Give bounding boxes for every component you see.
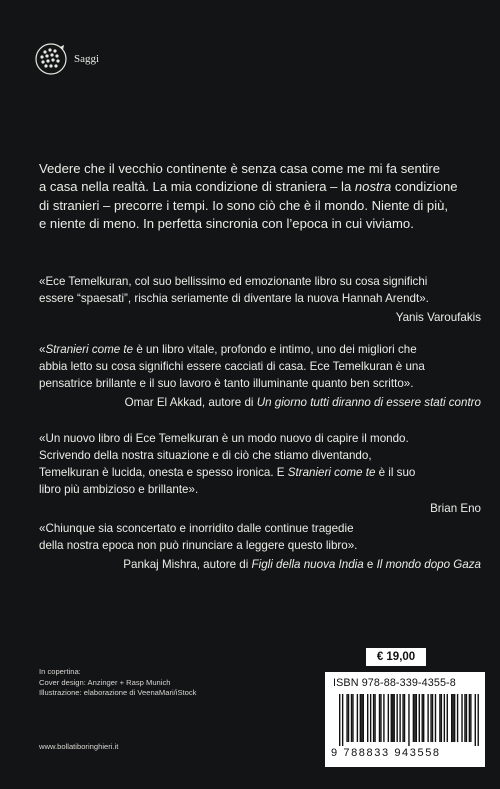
barcode-bar — [457, 694, 458, 742]
quote-author: Pankaj Mishra, autore di Figli della nuova India e Il mondo dopo Gaza — [123, 558, 481, 571]
barcode-bar — [413, 694, 414, 742]
barcode-bar — [367, 694, 368, 742]
credits-heading: In copertina: — [39, 667, 81, 676]
barcode-bar — [416, 694, 417, 742]
quote-line: della nostra epoca non può rinunciare a leggere questo libro». — [39, 539, 358, 552]
barcode-bar — [478, 694, 479, 746]
book-title: Figli della nuova India — [251, 558, 364, 571]
barcode-bar — [374, 694, 375, 742]
quote-line: abbia letto su cosa significhi essere cacciati di casa. Ece Temelkuran è una — [39, 360, 425, 373]
barcode-bar — [383, 694, 384, 742]
main-blurb — [39, 160, 479, 234]
barcode-bar — [444, 694, 445, 742]
quote-line: libro più ambizioso e brillante». — [39, 483, 199, 496]
blurb-line: di stranieri – precorre i tempi. Io sono ciò che è il mondo. Niente di più, — [39, 197, 449, 213]
barcode-bar — [404, 694, 405, 742]
barcode-bar — [399, 694, 400, 742]
barcode-bar — [423, 694, 424, 742]
credits-cover-design: Cover design: Anzinger + Rasp Munich — [39, 677, 171, 687]
cover-credits — [39, 667, 196, 699]
isbn-text: ISBN 978-88-339-4355-8 — [333, 677, 456, 689]
credits-illustration: Illustrazione: elaborazione di VeenaMari/iStock — [39, 688, 197, 697]
barcode-bar — [361, 694, 362, 742]
quote-line: Scrivendo della nostra situazione e di ciò che stiamo diventando, — [39, 449, 372, 462]
blurb-line: e niente di meno. In perfetta sincronia con l’epoca in cui viviamo. — [39, 216, 414, 232]
blurb-line: a casa nella realtà. La mia condizione di straniera – la — [39, 179, 355, 195]
barcode-bar — [373, 694, 374, 742]
barcode-image — [339, 694, 479, 746]
barcode-bar — [339, 694, 340, 746]
barcode-bar — [396, 694, 397, 742]
quote-line: «Ece Temelkuran, col suo bellissimo ed emozionante libro su cosa significhi — [39, 275, 428, 288]
quote-author: Yanis Varoufakis — [395, 311, 481, 324]
barcode-bar — [392, 694, 393, 742]
quote-author: Brian Eno — [430, 502, 481, 515]
barcode-bar — [391, 694, 392, 742]
barcode-bar — [447, 694, 448, 742]
barcode-bar — [352, 694, 353, 742]
barcode-bar — [388, 694, 389, 742]
barcode-bar — [452, 694, 453, 742]
barcode-bar — [435, 694, 436, 742]
barcode-bar — [454, 694, 455, 742]
barcode-bar — [419, 694, 420, 742]
book-title: Stranieri come te — [287, 466, 376, 479]
publisher-website: www.bollatiboringhieri.it — [39, 742, 119, 751]
book-title: Stranieri come te — [45, 343, 134, 356]
barcode-bar — [464, 694, 465, 742]
barcode-bar — [430, 694, 431, 742]
barcode-bar — [461, 694, 462, 742]
quote-line: pensatrice brillante e il suo lavoro è tanto illuminante quanto ben scritto». — [39, 377, 414, 390]
barcode-bar — [475, 694, 476, 746]
barcode-bar — [408, 694, 409, 746]
series-label: Saggi — [74, 53, 100, 65]
barcode-bar — [422, 694, 423, 742]
book-title: Un giorno tutti diranno di essere stati contro — [256, 396, 481, 409]
barcode-bar — [427, 694, 428, 742]
barcode-bar — [466, 694, 467, 742]
quote-line: «Chiunque sia sconcertato e inorridito dalle continue tragedie — [39, 522, 354, 535]
barcode-bar — [380, 694, 381, 742]
review-quote-el-akkad — [39, 341, 481, 411]
barcode-bar — [351, 694, 352, 742]
quote-line: essere “spaesati”, rischia seriamente di diventare la nuova Hannah Arendt». — [39, 292, 429, 305]
barcode-bar — [402, 694, 403, 742]
barcode-bar — [470, 694, 471, 742]
quote-line: «Un nuovo libro di Ece Temelkuran è un modo nuovo di capire il mondo. — [39, 432, 409, 445]
barcode-bar — [441, 694, 442, 742]
barcode-bar — [348, 694, 349, 742]
blurb-emphasis: nostra — [354, 179, 392, 195]
barcode-bar — [394, 694, 395, 742]
barcode-bar — [451, 694, 452, 742]
price-label: € 19,00 — [366, 648, 426, 666]
barcode-bar — [370, 694, 371, 742]
quote-line: Temelkuran è lucida, onesta e spesso ironica. E Stranieri come te è il suo — [39, 466, 416, 479]
review-quote-varoufakis — [39, 273, 481, 326]
barcode-bar — [414, 694, 415, 742]
barcode-bar — [360, 694, 361, 742]
barcode-bar — [432, 694, 433, 742]
review-quote-mishra — [39, 520, 481, 573]
quote-author: Omar El Akkad, autore di Un giorno tutti diranno di essere stati contro — [124, 396, 481, 409]
quote-line: «Stranieri come te è un libro vitale, profondo e intimo, uno dei migliori che — [39, 343, 417, 356]
book-title: Il mondo dopo Gaza — [376, 558, 481, 571]
blurb-line: Vedere che il vecchio continente è senza casa come me mi fa sentire — [39, 161, 441, 176]
blurb-line: condizione — [391, 179, 458, 195]
barcode-bar — [357, 694, 358, 742]
barcode-bar — [346, 694, 347, 742]
review-quote-eno — [39, 430, 481, 517]
barcode-label — [325, 672, 485, 767]
barcode-bar — [439, 694, 440, 742]
barcode-digits: 9 788833 943558 — [331, 747, 441, 759]
barcode-bar — [363, 694, 364, 742]
barcode-bar — [469, 694, 470, 742]
barcode-bar — [379, 694, 380, 742]
publisher-logo — [33, 41, 69, 77]
barcode-bar — [342, 694, 343, 746]
